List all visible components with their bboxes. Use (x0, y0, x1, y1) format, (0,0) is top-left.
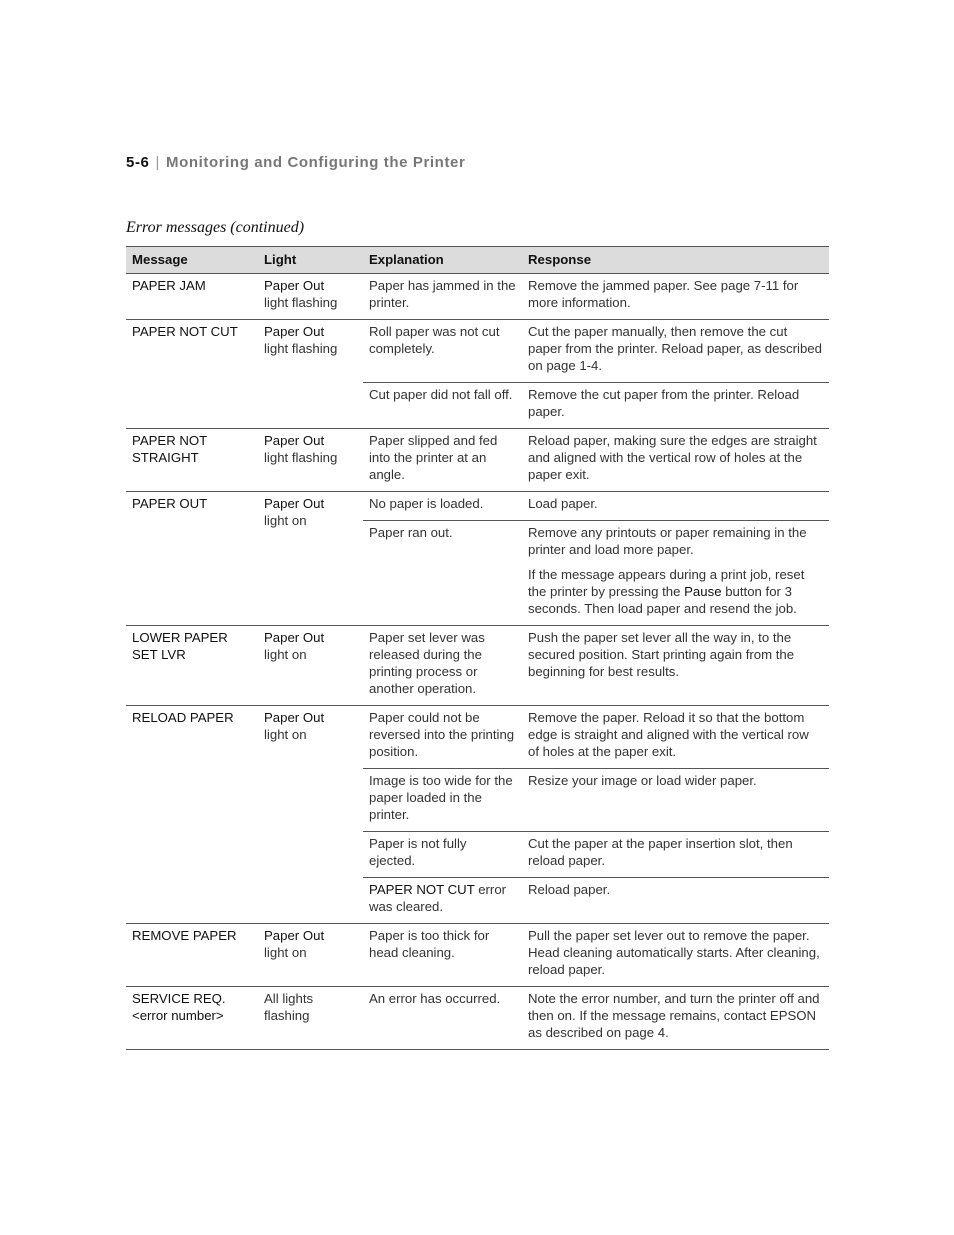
response-cell (522, 706, 829, 769)
header-separator: | (155, 154, 160, 171)
response-cell (522, 924, 829, 987)
light-status-cell (258, 429, 363, 492)
light-status-cell (258, 626, 363, 706)
response-cell (522, 769, 829, 832)
light-state: All lights flashing (264, 991, 314, 1023)
explanation-cell (363, 492, 522, 521)
error-message-cell: PAPER NOT STRAIGHT (126, 429, 258, 492)
light-status-cell (258, 492, 363, 626)
response-text: Remove the paper. Reload it so that the bottom edge is straight and aligned with the vertical row of holes at the paper exit. (528, 710, 809, 759)
chapter-title: Monitoring and Configuring the Printer (165, 154, 466, 171)
response-text: Pull the paper set lever out to remove the paper. Head cleaning automatically starts. After cleaning, reload paper. (528, 928, 820, 977)
response-text-secondary (528, 566, 823, 617)
explanation-cell (363, 521, 522, 626)
response-cell (522, 626, 829, 706)
response-cell (522, 320, 829, 383)
response-cell (522, 878, 829, 924)
response-text-part: If the message appears during a print job, reset the printer by pressing the (528, 567, 805, 599)
error-message-cell: LOWER PAPER SET LVR (126, 626, 258, 706)
error-message-cell: REMOVE PAPER (126, 924, 258, 987)
explanation-text: Paper ran out. (369, 525, 453, 540)
explanation-cell (363, 274, 522, 320)
page-number: 5-6 (126, 154, 150, 171)
response-cell (522, 987, 829, 1050)
explanation-cell (363, 320, 522, 383)
explanation-text: Image is too wide for the paper loaded in the printer. (369, 773, 513, 822)
table-body (126, 274, 829, 1050)
response-text: Reload paper, making sure the edges are straight and aligned with the vertical row of holes at the paper exit. (528, 433, 817, 482)
response-text: Reload paper. (528, 882, 611, 897)
page-header (126, 154, 465, 171)
table-row (126, 987, 829, 1050)
response-text: Remove the jammed paper. See page 7-11 for more information. (528, 278, 799, 310)
column-header-light: Light (258, 247, 363, 274)
response-text: Cut the paper at the paper insertion slot, then reload paper. (528, 836, 793, 868)
explanation-cell (363, 832, 522, 878)
response-text: Remove any printouts or paper remaining in the printer and load more paper. (528, 525, 807, 557)
light-name: Paper Out (264, 630, 325, 645)
error-message-cell: PAPER NOT CUT (126, 320, 258, 429)
error-message-cell: PAPER OUT (126, 492, 258, 626)
message-reference: PAPER NOT CUT (369, 882, 475, 897)
response-text: Note the error number, and turn the printer off and then on. If the message remains, contact EPSON as described on page 4. (528, 991, 820, 1040)
light-state: light flashing (264, 341, 338, 356)
explanation-text: Roll paper was not cut completely. (369, 324, 500, 356)
error-message-cell: PAPER JAM (126, 274, 258, 320)
explanation-cell (363, 769, 522, 832)
explanation-text: Paper could not be reversed into the printing position. (369, 710, 515, 759)
explanation-text: No paper is loaded. (369, 496, 484, 511)
column-header-message: Message (126, 247, 258, 274)
pause-button-reference: Pause (684, 584, 722, 599)
response-cell (522, 492, 829, 521)
response-text: Push the paper set lever all the way in, to the secured position. Start printing again from the beginning for best results. (528, 630, 795, 679)
response-cell (522, 832, 829, 878)
light-state: light flashing (264, 295, 338, 310)
response-text: Resize your image or load wider paper. (528, 773, 757, 788)
light-name: Paper Out (264, 928, 325, 943)
table-row (126, 274, 829, 320)
explanation-text: Paper has jammed in the printer. (369, 278, 516, 310)
response-cell (522, 274, 829, 320)
error-message-cell: RELOAD PAPER (126, 706, 258, 924)
table-row (126, 320, 829, 383)
explanation-text: An error has occurred. (369, 991, 501, 1006)
response-text: Remove the cut paper from the printer. Reload paper. (528, 387, 800, 419)
explanation-text: Paper slipped and fed into the printer at an angle. (369, 433, 498, 482)
light-state: light on (264, 727, 307, 742)
table-row (126, 706, 829, 769)
explanation-text: Paper set lever was released during the printing process or another operation. (369, 630, 485, 696)
table-caption: Error messages (continued) (126, 219, 305, 236)
light-status-cell (258, 924, 363, 987)
explanation-cell (363, 987, 522, 1050)
table-row (126, 492, 829, 521)
light-name: Paper Out (264, 710, 325, 725)
light-name: Paper Out (264, 324, 325, 339)
light-state: light on (264, 647, 307, 662)
light-name: Paper Out (264, 433, 325, 448)
light-name: Paper Out (264, 278, 325, 293)
explanation-text: Paper is too thick for head cleaning. (369, 928, 490, 960)
light-status-cell (258, 706, 363, 924)
table-row (126, 429, 829, 492)
explanation-cell (363, 626, 522, 706)
error-messages-table (126, 246, 829, 1050)
column-header-explanation: Explanation (363, 247, 522, 274)
light-status-cell (258, 274, 363, 320)
explanation-cell (363, 429, 522, 492)
explanation-cell (363, 878, 522, 924)
response-text: Load paper. (528, 496, 598, 511)
error-message-cell: SERVICE REQ. <error number> (126, 987, 258, 1050)
light-state: light on (264, 945, 307, 960)
table-header-row (126, 247, 829, 274)
response-cell (522, 383, 829, 429)
light-status-cell (258, 320, 363, 429)
response-text-part: button for 3 seconds. Then load paper and resend the job. (528, 584, 797, 616)
table-row (126, 626, 829, 706)
response-cell (522, 429, 829, 492)
light-status-cell (258, 987, 363, 1050)
table-row (126, 924, 829, 987)
column-header-response: Response (522, 247, 829, 274)
light-state: light flashing (264, 450, 338, 465)
explanation-text: error was cleared. (369, 882, 507, 914)
explanation-text: Paper is not fully ejected. (369, 836, 467, 868)
explanation-cell (363, 706, 522, 769)
explanation-cell (363, 383, 522, 429)
light-name: Paper Out (264, 496, 325, 511)
response-text: Cut the paper manually, then remove the cut paper from the printer. Reload paper, as described on page 1-4. (528, 324, 822, 373)
explanation-text: Cut paper did not fall off. (369, 387, 513, 402)
response-cell (522, 521, 829, 626)
explanation-cell (363, 924, 522, 987)
light-state: light on (264, 513, 307, 528)
